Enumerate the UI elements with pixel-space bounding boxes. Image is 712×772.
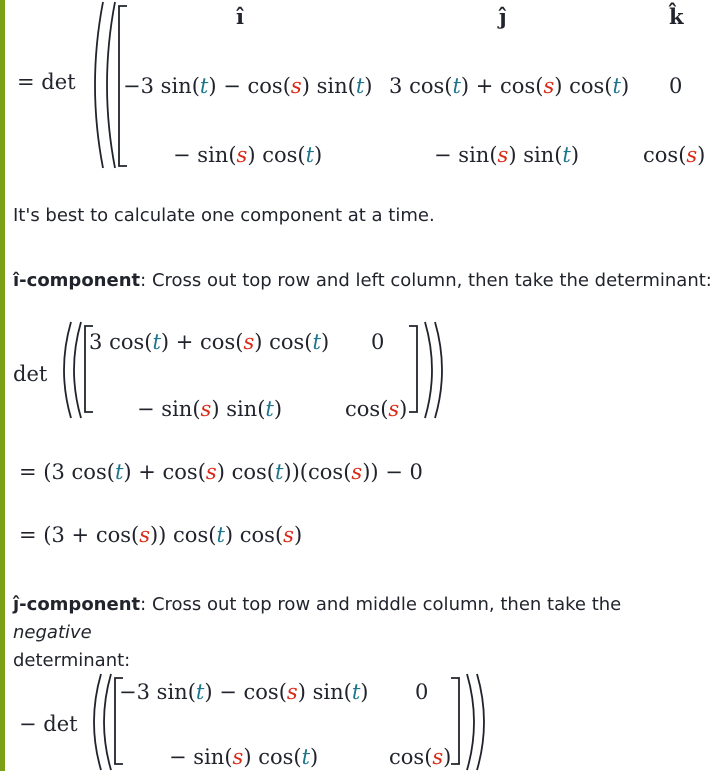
matrix-entry-3-1: − sin(s) cos(t) — [173, 143, 323, 167]
i-component-determinant — [5, 320, 700, 420]
entry-3-3: cos(s) — [345, 397, 408, 421]
matrix-entry-2-1: −3 sin(t) − cos(s) sin(t) — [123, 74, 373, 98]
solution-content — [5, 0, 712, 771]
entry-3-3: cos(s) — [389, 745, 452, 769]
matrix-entry-3-2: − sin(s) sin(t) — [434, 143, 580, 167]
right-parens — [459, 672, 499, 772]
entry-2-3: 0 — [415, 680, 429, 704]
entry-2-3: 0 — [371, 330, 385, 354]
right-parens — [417, 320, 457, 420]
instruction-text: It's best to calculate one component at a time. — [13, 205, 435, 226]
cross-product-determinant — [5, 0, 706, 175]
j-component-heading: ĵ-component: Cross out top row and middle column, then take the negative determinant: — [13, 594, 622, 671]
equals-det: = det — [17, 70, 76, 94]
i-component-heading: î-component: Cross out top row and left column, then take the determinant: — [13, 270, 712, 291]
entry-3-2: − sin(s) sin(t) — [137, 397, 283, 421]
i-hat: î — [236, 4, 244, 29]
j-hat-symbol: ĵ — [13, 594, 20, 615]
matrix-entry-3-3: cos(s) — [643, 143, 706, 167]
matrix-entry-2-2: 3 cos(t) + cos(s) cos(t) — [389, 74, 630, 98]
entry-3-1: − sin(s) cos(t) — [169, 745, 319, 769]
j-hat: ĵ — [499, 4, 507, 29]
entry-2-2: 3 cos(t) + cos(s) cos(t) — [89, 330, 330, 354]
negative-det-label: − det — [19, 712, 78, 736]
i-result-line: = (3 cos(t) + cos(s) cos(t))(cos(s)) − 0 — [19, 460, 423, 484]
j-component-determinant — [5, 672, 700, 771]
k-hat: k̂ — [669, 4, 684, 29]
matrix-entry-2-3: 0 — [669, 74, 683, 98]
det-label: det — [13, 362, 48, 386]
entry-2-1: −3 sin(t) − cos(s) sin(t) — [119, 680, 369, 704]
i-simplified-line: = (3 + cos(s)) cos(t) cos(s) — [19, 523, 303, 547]
i-hat-symbol: î — [13, 270, 20, 291]
